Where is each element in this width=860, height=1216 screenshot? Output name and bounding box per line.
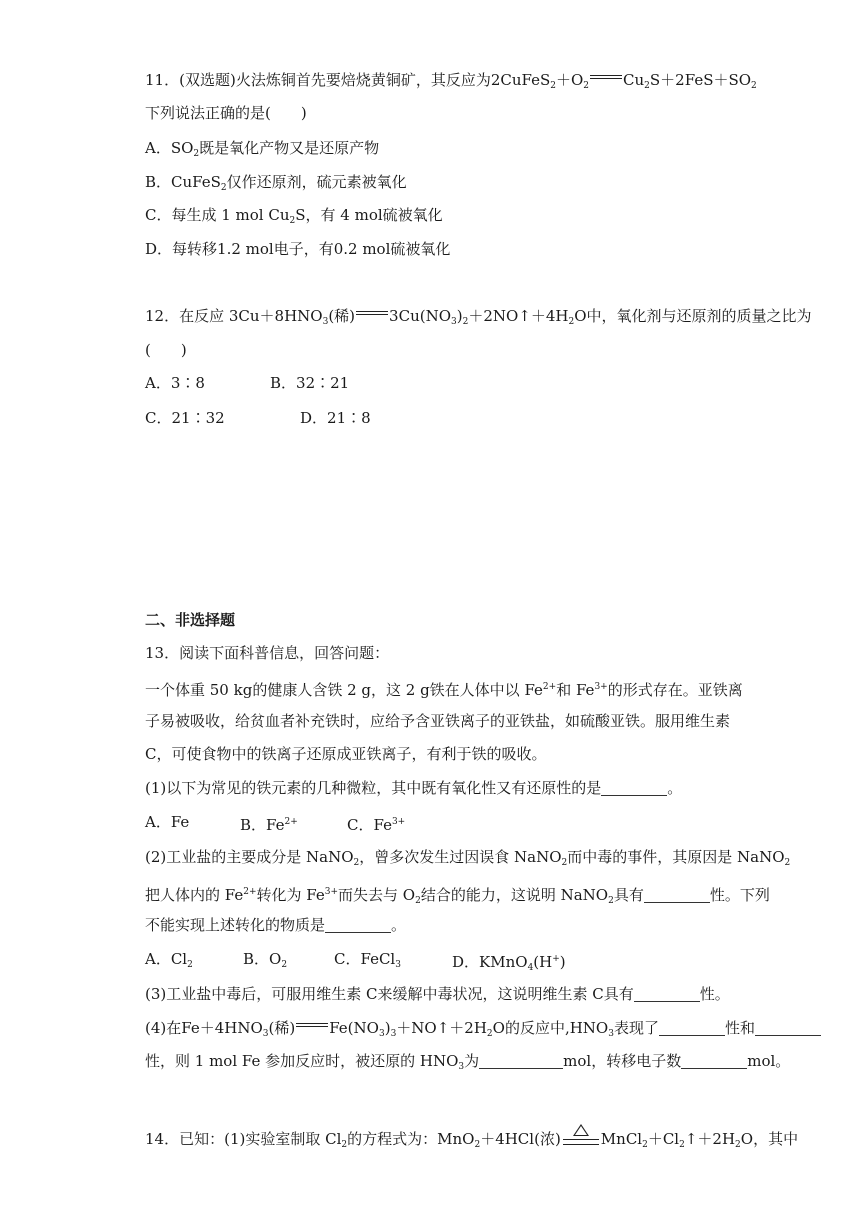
q13-sub2-option-a: A．$Cl_2$ — [145, 950, 193, 970]
q12-option-a: A．3∶8 — [145, 374, 205, 392]
q11-number: 11． — [145, 71, 180, 89]
q11-title-line: 11．(双选题)火法炼铜首先要焙烧黄铜矿，其反应为$2CuFeS_2+O_2$ $Cu_2S+2FeS+SO_2$ — [145, 71, 757, 91]
q14-number: 14． — [145, 1130, 180, 1148]
q13-paragraph-1: 一个体重 50 kg的健康人含铁 2 g，这 2 g铁在人体中以 $Fe^{2+}$和 $Fe^{3+}$的形式存在。亚铁离 — [145, 681, 743, 699]
section-heading: 二、非选择题 — [145, 611, 236, 629]
q11-option-c: C．每生成 1 mol $Cu_2S$，有 4 mol硫被氧化 — [145, 206, 443, 226]
q13-sub2-option-c: C．FeCl$_3$ — [334, 950, 401, 970]
q13-sub2-line3: 不能实现上述转化的物质是 。 — [145, 916, 407, 934]
q11-eq-left: 2CuFeS — [490, 71, 551, 89]
answer-blank[interactable] — [601, 781, 667, 796]
q12-option-c: C．21∶32 — [145, 409, 225, 427]
q13-sub1-option-c: C．$Fe^{3+}$ — [347, 816, 406, 834]
q13-sub1-option-a: A．Fe — [145, 813, 190, 831]
q13-number: 13． — [145, 644, 180, 662]
q13-sub1-option-b: B．$Fe^{2+}$ — [240, 816, 298, 834]
q13-sub2-line2: 把人体内的 $Fe^{2+}$转化为 $Fe^{3+}$而失去与 $O_2$结合的能力，这说明 NaNO$_2$具有 性。下列 — [145, 886, 770, 906]
q13-sub4-line2: 性，则 1 mol Fe 参加反应时，被还原的 $HNO_3$为 mol，转移电子数 mol。 — [145, 1052, 791, 1072]
answer-blank[interactable] — [659, 1021, 725, 1036]
answer-blank[interactable] — [325, 918, 391, 933]
equals-sign — [295, 1020, 329, 1032]
q11-stem: 下列说法正确的是( ) — [145, 104, 307, 122]
q13-sub3: (3)工业盐中毒后，可服用维生素 C来缓解中毒状况，这说明维生素 C具有 性。 — [145, 985, 730, 1003]
answer-blank[interactable] — [634, 987, 700, 1002]
q11-option-a: A．$SO_2$既是氧化产物又是还原产物 — [145, 139, 380, 159]
q13-intro: 13．阅读下面科普信息，回答问题： — [145, 644, 390, 662]
q12-number: 12． — [145, 307, 180, 325]
q13-paragraph-3: C，可使食物中的铁离子还原成亚铁离子，有利于铁的吸收。 — [145, 745, 547, 763]
q13-sub2-option-b: B．$O_2$ — [243, 950, 288, 970]
equals-sign — [355, 308, 389, 320]
q11-intro: 火法炼铜首先要焙烧黄铜矿，其反应为 — [235, 71, 491, 89]
answer-blank[interactable] — [644, 888, 710, 903]
q13-sub1: (1)以下为常见的铁元素的几种微粒，其中既有氧化性又有还原性的是 。 — [145, 779, 683, 797]
answer-blank[interactable] — [755, 1021, 821, 1036]
q11-tag: (双选题) — [179, 71, 236, 89]
heating-equals-icon — [561, 1124, 601, 1148]
q12-paren: ( ) — [145, 341, 187, 359]
q12-option-d: D．21∶8 — [300, 409, 371, 427]
equals-sign — [589, 72, 623, 84]
q11-option-d: D．每转移1.2 mol电子，有0.2 mol硫被氧化 — [145, 240, 451, 258]
answer-blank[interactable] — [681, 1054, 747, 1069]
q13-sub2-option-d: D．KMnO$_4$(H+) — [452, 953, 566, 973]
q11-option-b: B．CuFeS$_2$仅作还原剂，硫元素被氧化 — [145, 173, 407, 193]
answer-blank[interactable] — [479, 1054, 563, 1069]
q13-paragraph-2: 子易被吸收，给贫血者补充铁时，应给予含亚铁离子的亚铁盐，如硫酸亚铁。服用维生素 — [145, 712, 731, 730]
q12-option-b: B．32∶21 — [270, 374, 350, 392]
q14-title-line: 14．已知：(1)实验室制取 $Cl_2$的方程式为：MnO$_2$＋4HCl(浓) $MnCl_2+Cl_2↑+2H_2O$，其中 — [145, 1124, 798, 1155]
q12-title-line: 12．在反应 $3Cu+8HNO_3$(稀) $3Cu(NO_3)_2+2NO↑+4H_2O$中，氧化剂与还原剂的质量之比为 — [145, 307, 812, 327]
q13-sub2-line1: (2)工业盐的主要成分是 NaNO$_2$，曾多次发生过因误食 NaNO$_2$而中毒的事件，其原因是 NaNO$_2$ — [145, 848, 791, 868]
q13-sub4-line1: (4)在$Fe+4HNO_3$(稀) $Fe(NO_3)_3+NO↑+2H_2O$的反应中$,HNO_3$表现了 性和 — [145, 1018, 821, 1044]
